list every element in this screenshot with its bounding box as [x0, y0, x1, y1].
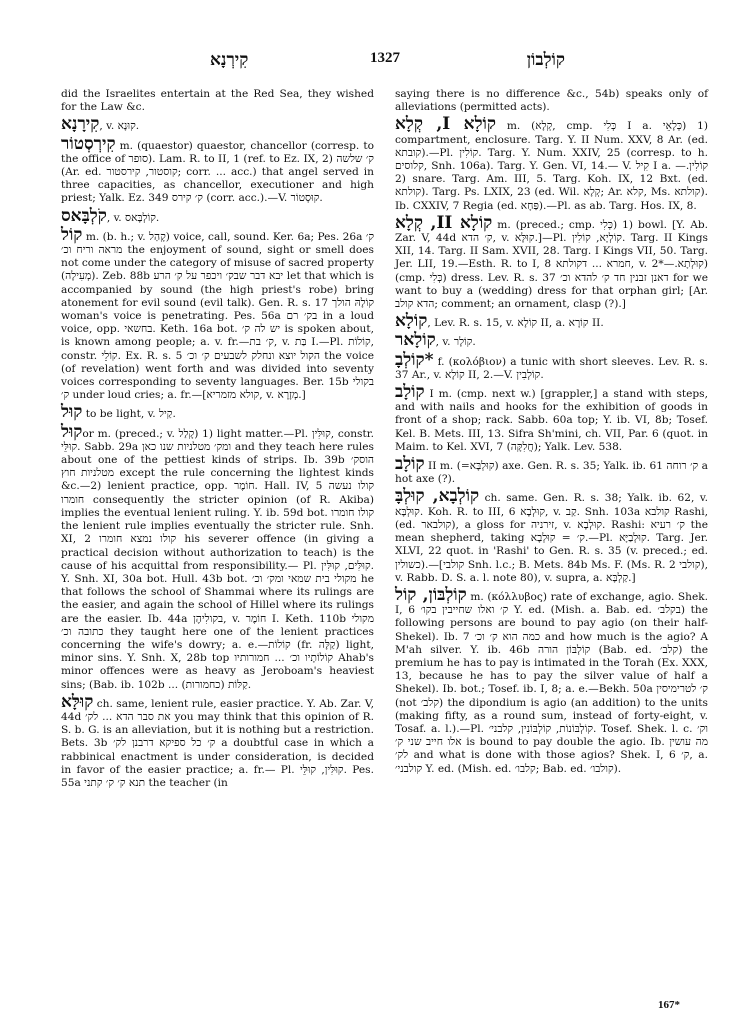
entry-definition: , v. קוּנָא. [99, 120, 140, 133]
dictionary-entry [61, 403, 374, 421]
header-guide-word-left: קִירְנָא [210, 50, 249, 70]
entry-headword: קוֹלְבָא, קוּלְבָּ [395, 486, 480, 507]
dictionary-entry [395, 214, 708, 311]
entry-headword: קוּלָּא [61, 691, 94, 712]
entry-headword: קוֹלָא [395, 311, 428, 332]
entry-definition: m. (preced.; cmp. כְּלִי) 1) bowl. [Y. Ab. Zar. V, 44d ק׳ הדא, v. קוּלָּא.]—Pl. קוֹלְיָא, קוֹלִין. Targ. II Kings XII, 14. Targ. II Sam. XVII, 28. Targ. I Kings VII, 50. Targ. Jer. LII, 19.—Esth. R. to I, 8 חמרא ... דקולתא, v. קוּלְתָא.—*2) (cmp. כְּלִי) dress. Lev. R. s. 37 דאנן זבנין חד ק׳ להדא וכ׳ for we want to buy a (wedding) dress for that orphan girl; [Ar. הדא קולב; comment; an ornament, clasp (?).] [395, 218, 709, 311]
entry-headword: קוֹלָא II, קְלָא [395, 212, 493, 233]
entry-headword: *קוֹלְבָ [395, 349, 434, 370]
entry-headword: קוֹלָאר [395, 330, 436, 351]
dictionary-entry [395, 351, 708, 382]
dictionary-entry [395, 115, 708, 212]
left-column [61, 88, 374, 791]
entry-headword: קֹלְבָּאס [61, 205, 107, 226]
entry-headword: קוֹלָב [395, 454, 425, 475]
dictionary-entry [395, 331, 708, 349]
dictionary-entry [61, 423, 374, 692]
entry-definition: , v. קוֹלְבָּאס. [106, 211, 160, 224]
entry-definition: ch. same. Gen. R. s. 38; Yalk. ib. 62, v. קוּלְבָּא. Koh. R. to III, 6 קוּלְבָא, v. קַב. Snh. 103a קולבא Rashi, (ed. קולבאר), a gloss for זירניה, v. קוּלְבָא. Rashi: ק׳ רעיא the mean shepherd, taking ק׳ = קוּלְבָא.—Pl. קוּלְבַיָּא. Targ. Jer. XLVI, 22 quot. in 'Rashi' to Gen. R. s. 35 (v. preced.; ed. כשולין).—[קולבי Snh. l.c.; B. Mets. 84b Ms. F. (Ms. R. 2 קולבי), v. Rabb. D. S. a. l. note 80), v. supra, a. קַלְבָּא.] [395, 492, 709, 584]
dictionary-entry [395, 88, 708, 114]
dictionary-entry [61, 88, 374, 114]
entry-definition: , v. קוֹלָר. [435, 336, 476, 349]
entry-definition: m. (κόλλυβος) rate of exchange, agio. Shek. I, 6 ק׳ ואלו שחייבין בקו׳ Y. ed. (Mish. a. Bab. ed. בקלב׳) the following persons are bound to pay agio (on their half-Shekel). Ib. 7 כמה הוא ק׳ וכ׳ and how much is the agio? A M'ah silver. Y. ib. 46b קוֹלְבּוֹן הורה (Bab. ed. קלב׳) the premium he has to pay is intimated in the Torah (Ex. XXX, 13, because he has to pay the silver value of half a Shekel). Ib. bot.; Tosef. ib. I, 8; a. e.—Bekh. 50a ק׳ לטרימיסין (not קלב׳) the dipondium is agio (an addition) to the units (making fifty, as a round sum, instead of forty-eight, v. Tosaf. a. l.).—Pl. קוֹלְבּוֹנוֹת, קוֹלְבּוֹנִין, קלבני׳. Tosef. Shek. l. c. וק׳ אלו חייב שני ק׳ is bound to pay double the agio. Ib. מה עושין לק׳ and what is done with those agios? Shek. I, 6 ק׳, a. קולבני׳ Y. ed. (Mish. ed. קלבו׳; Bab. ed. קולבו׳). [395, 590, 708, 775]
dictionary-entry [61, 226, 374, 403]
entry-definition: ch. same, lenient rule, easier practice. Y. Ab. Zar. V, 44d את סבר הדא ... לק׳ you may think that this opinion of R. S. b. G. is an alleviation, but it is nothing but a restriction. Bets. 3b ק׳ כל ספיקא דרבנן לק׳ a doubtful case in which a rabbinical enactment is under consideration, is decided in favor of the easier practice; a. fr.— Pl. קוּלִּין, קוּלֵּי. Pes. 55a תנא ק׳ ק׳ קתני the teacher (in [61, 697, 375, 789]
entry-headword: קוֹלָב [395, 382, 425, 403]
entry-headword: קוּל [61, 402, 83, 423]
entry-definition: m. (קְלָא, cmp. כְּלִי I a. כְּלָאֵי) 1) compartment, enclosure. Targ. Y. II Num. XXV, 8 Ar. (ed. קובתא).—Pl. קוֹלִין. Targ. Y. Num. XXIV, 25 (corresp. to h. קלוסים, Snh. 106a). Targ. Y. Gen. VI, 14.— V. קִיל I a. קוֹלִין.—2) snare. Targ. Am. III, 5. Targ. Koh. IX, 12 Bxt. (ed. קולתא). Targ. Ps. LXIX, 23 (ed. Wil. קְלָא; Ar. קלא, Ms. קולתא). Ib. CXXIV, 7 Regia (ed. פַּחָא).—Pl. as ab. Targ. Hos. IX, 8. [395, 120, 708, 212]
entry-definition: I m. (cmp. next w.) [grappler,] a stand with steps, and with nails and hooks for the exhibition of goods in front of a shop; rack. Sabb. 60a top; Y. ib. VI, 8b; Tosef. Kel. B. Mets. III, 13. Sifra Sh'mini, ch. VII, Par. 6 (quot. in Maim. to Kel. XVI, 7 (חֲלִקָּה); Yalk. Lev. 538. [395, 388, 708, 453]
dictionary-entry [61, 207, 374, 225]
entry-headword: קוֹלְבּוֹן, קוֹל [395, 584, 467, 605]
signature-mark: 167* [658, 999, 680, 1011]
entry-definition: to be light, v. קַיל. [82, 408, 176, 421]
dictionary-entry [395, 383, 708, 454]
entry-definition: II m. (=קוּלְבָּא) axe. Gen. R. s. 35; Yalk. ib. 61 ק׳ רוחה a hot axe (?). [395, 460, 708, 486]
entry-headword: קוֹל [61, 224, 83, 245]
entry-headword: קִירְסְטוֹר [61, 133, 116, 154]
entry-definition: saying there is no difference &c., 54b) speaks only of alleviations (permitted acts). [395, 88, 708, 114]
entry-definition: did the Israelites entertain at the Red Sea, they wished for the Law &c. [61, 88, 374, 114]
header-guide-word-right: קוֹלְבוֹן [526, 50, 565, 70]
page-header [60, 50, 690, 74]
entry-headword: קוֹלָא I, קְלָא [395, 114, 496, 135]
page-number: 1327 [370, 50, 400, 66]
dictionary-entry [395, 487, 708, 584]
dictionary-entry [61, 693, 374, 790]
entry-definition: , Lev. R. s. 15, v. קוֹלָא II, a. קוֹרָא II. [427, 317, 604, 330]
dictionary-entry [61, 115, 374, 133]
entry-headword: קִירָנָא [61, 114, 100, 135]
entry-definition: m. (b. h.; v. קָהַל) voice, call, sound. Ker. 6a; Pes. 26a ק׳ מראה וריח וכ׳ the enjoyment of sound, sight or smell does not come under the category of misuse of sacred property (מְעִילָה). Zeb. 88b יבא דבר שבק׳ ויכפר על ק׳ הרע let that which is accompanied by sound (the high priest's robe) bring atonement for evil sound (evil talk). Gen. R. s. 17 קוֹלָהּ הולך woman's voice is penetrating. Pes. 56a בק׳ רם in a loud voice, opp. בחשאי. Keth. 16a bot. יש לה ק׳ is spoken about, is known among people; a. v. fr.—ק׳ בת, v. בַּת I.—Pl. קוֹלוֹת, constr. קוֹלֵי. Ex. R. s. 5 הקול יוצא ונחלק לשבעים ק׳ וכ׳ the voice (of revelation) went forth and was divided into seventy voices corresponding to seventy languages. Ber. 15b בקולי ק׳ under loud cries; a. fr.—[קולא מזמריא, v. מְזָרָא.] [61, 230, 375, 402]
entry-definition: m. (quaestor) quaestor, chancellor (corresp. to the office of סופר). Lam. R. to II, 1 (ref. to Ez. IX, 2) ק׳ שלשה (Ar. ed. קוסטור, קירסטור; corr. ... acc.) that angel served in three capacities, as chancellor, executioner and high priest; Yalk. Ez. 349 ק׳ קירס (corr. acc.).—V. קוּסְטוֹר. [61, 139, 374, 205]
right-column [395, 88, 708, 777]
dictionary-entry [395, 455, 708, 486]
entry-connector: or [82, 427, 98, 440]
entry-headword: קוּל [61, 421, 83, 442]
entry-definition: f. (κολόβιον) a tunic with short sleeves. Lev. R. s. 37 Ar., v. קוֹלָא II, 2.—V. קוֹלְבִין. [395, 355, 708, 381]
dictionary-entry [61, 135, 374, 206]
dictionary-entry [395, 586, 708, 776]
entry-definition: m. (preced.; v. קָלַל) 1) light matter.—Pl. קוּלִּין, constr. קוּלֵּי. Sabb. 29a ומק׳ מטלניות שנו כאן and they teach here rules about one of the pettiest kinds of strips. Ib. 39b הוסק׳ מטלניות חוץ except the rule concerning the lightest kinds &c.—2) lenient practice, opp. חוֹמֶר. Hall. IV, 5 קולו נעשה חומרו consequently the stricter opinion (of R. Akiba) implies the eventual lenient ruling. Y. ib. 59d bot. קולו חומרו the lenient rule implies eventually the stricter rule. Snh. XI, 2 קולו נמצא חומרו his severer offence (in giving a practical decision without authorization to teach) is the cause of his acquittal from responsibility.— Pl. קוּלִּים, קוּלִּין. Y. Snh. XI, 30a bot. Hull. 43b bot. מקולי בית שמאי ומק׳ וכ׳ he that follows the school of Shammai where its rulings are the easier, and again the school of Hillel where its rulings are the easier. Ib. 44a בקולִיהֶן, v. חוֹמֶר I. Keth. 110b מקולי כתובה וכ׳ they taught here one of the lenient practices concerning the wife's dowry; a. e.—קוֹלוֹת (fr. קַלָּה) light, minor sins. Y. Snh. X, 28b top קוֹלוֹתָיו וכ׳ ... חמורותיו Ahab's minor offences were as heavy as Jeroboam's heaviest sins; (Bab. ib. 102b ... קַלּוֹת (כחמורות). [61, 427, 374, 691]
dictionary-entry [395, 312, 708, 330]
